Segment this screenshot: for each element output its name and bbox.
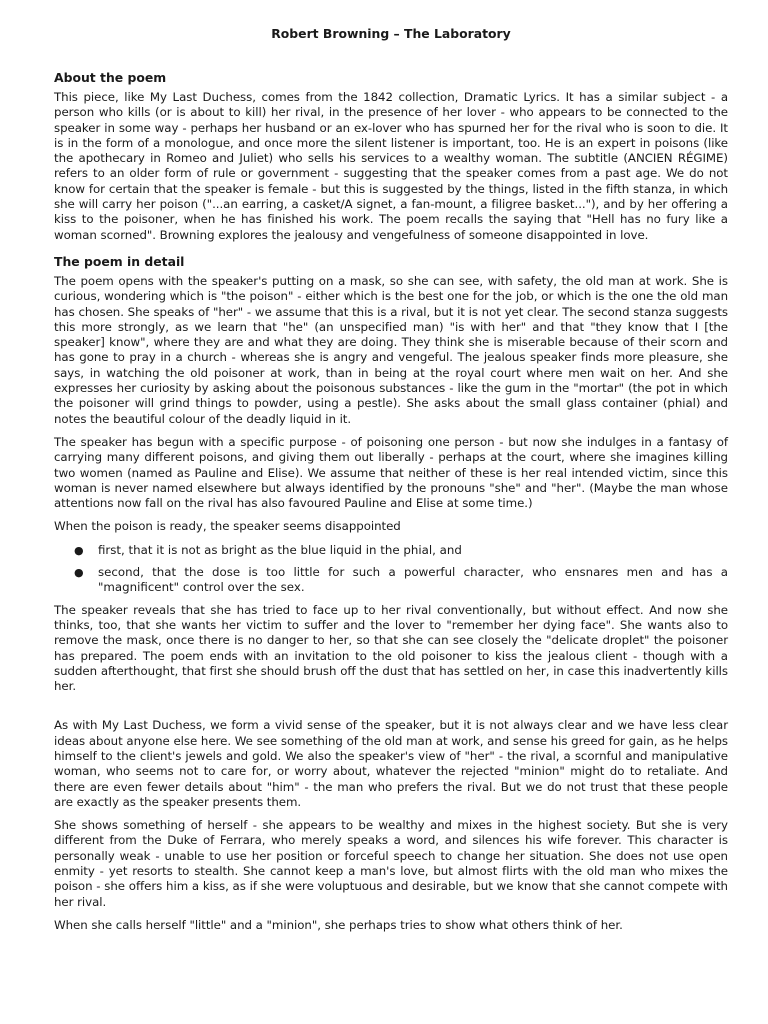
- list-item: [74, 565, 728, 596]
- bullet-list: [54, 543, 728, 596]
- commentary-paragraph-1: As with My Last Duchess, we form a vivid sense of the speaker, but it is not always clear and we have less clear ideas about anyone else here. We see something of the old man at work, and sense his greed for gain, as he helps himself to the client's jewels and gold. We also the speaker's view of "her" - the rival, a scornful and manipulative woman, who seems not to care for, or worry about, whatever the rejected "minion" might do to retaliate. And there are even fewer details about "him" - the man who prefers the rival. But we do not trust that these people are exactly as the speaker presents them.: [54, 718, 728, 809]
- about-paragraph: This piece, like My Last Duchess, comes from the 1842 collection, Dramatic Lyrics. It has a similar subject - a person who kills (or is about to kill) her rival, in the presence of her lover - who appears to be connected to the speaker in some way - perhaps her husband or an ex-lover who has spurned her for the rival who is soon to die. It is in the form of a monologue, and once more the silent listener is important, too. He is an expert in poisons (like the apothecary in Romeo and Juliet) who sells his services to a wealthy woman. The subtitle (ANCIEN RÉGIME) refers to an older form of rule or government - suggesting that the speaker comes from a past age. We do not know for certain that the speaker is female - but this is suggested by the things, listed in the fifth stanza, in which she will carry her poison ("...an earring, a casket/A signet, a fan-mount, a filigree basket..."), and by her offering a kiss to the poisoner, when he has finished his work. The poem recalls the saying that "Hell has no fury like a woman scorned". Browning explores the jealousy and vengefulness of someone disappointed in love.: [54, 90, 728, 242]
- bullet-icon: ●: [74, 566, 84, 580]
- detail-paragraph-2: The speaker has begun with a specific purpose - of poisoning one person - but now she indulges in a fantasy of carrying many different poisons, and giving them out liberally - perhaps at the court, where she imagines killing two women (named as Pauline and Elise). We assume that neither of these is her real intended victim, since this woman is never named elsewhere but always identified by the pronouns "she" and "her". (Maybe the man whose attentions now fall on the rival has also favoured Pauline and Elise at some time.): [54, 434, 728, 511]
- list-item: [74, 542, 728, 558]
- document-title: Robert Browning – The Laboratory: [271, 26, 511, 41]
- detail-paragraph-1: The poem opens with the speaker's putting on a mask, so she can see, with safety, the old man at work. She is curious, wondering which is "the poison" - either which is the best one for the job, or which is the one the old man has chosen. She speaks of "her" - we assume that this is a rival, but it is not yet clear. The second stanza suggests this more strongly, as we learn that "he" (an unspecified man) "is with her" and that "they know that I [the speaker] know", where they are and what they are doing. They think she is miserable because of their scorn and has gone to pray in a church - whereas she is angry and vengeful. The jealous speaker finds more pleasure, she says, in watching the old poisoner at work, than in being at the royal court where men wait on her. And she expresses her curiosity by asking about the poisonous substances - like the gum in the "mortar" (the pot in which the poisoner will grind things to powder, using a pestle). She asks about the small glass container (phial) and notes the beautiful colour of the deadly liquid in it.: [54, 273, 728, 426]
- detail-paragraph-3: When the poison is ready, the speaker seems disappointed: [54, 519, 401, 534]
- about-heading: About the poem: [54, 70, 167, 85]
- commentary-paragraph-3: When she calls herself "little" and a "minion", she perhaps tries to show what others think of her.: [54, 917, 623, 932]
- list-item-text: first, that it is not as bright as the blue liquid in the phial, and: [98, 542, 462, 557]
- detail-paragraph-4: The speaker reveals that she has tried to face up to her rival conventionally, but without effect. And now she thinks, too, that she wants her victim to suffer and the lover to "remember her dying face". She wants also to remove the mask, once there is no danger to her, so that she can see closely the "delicate droplet" the poisoner has prepared. The poem ends with an invitation to the old poisoner to kiss the jealous client - though with a sudden afterthought, that first she should brush off the dust that has settled on her, in case this inadvertently kills her.: [54, 602, 728, 694]
- document-page: [54, 22, 728, 933]
- bullet-icon: ●: [74, 543, 84, 557]
- list-item-text: second, that the dose is too little for such a powerful character, who ensnares men and has a "magnificent" control over the sex.: [98, 565, 728, 595]
- commentary-paragraph-2: She shows something of herself - she appears to be wealthy and mixes in the highest society. But she is very different from the Duke of Ferrara, who merely speaks a word, and silences his wife forever. This character is personally weak - unable to use her position or forceful speech to change her situation. She does not use open enmity - yet resorts to stealth. She cannot keep a man's love, but almost flirts with the old man who mixes the poison - she offers him a kiss, as if she were voluptuous and desirable, but we know that she cannot compete with her rival.: [54, 818, 728, 909]
- detail-heading: The poem in detail: [54, 253, 185, 269]
